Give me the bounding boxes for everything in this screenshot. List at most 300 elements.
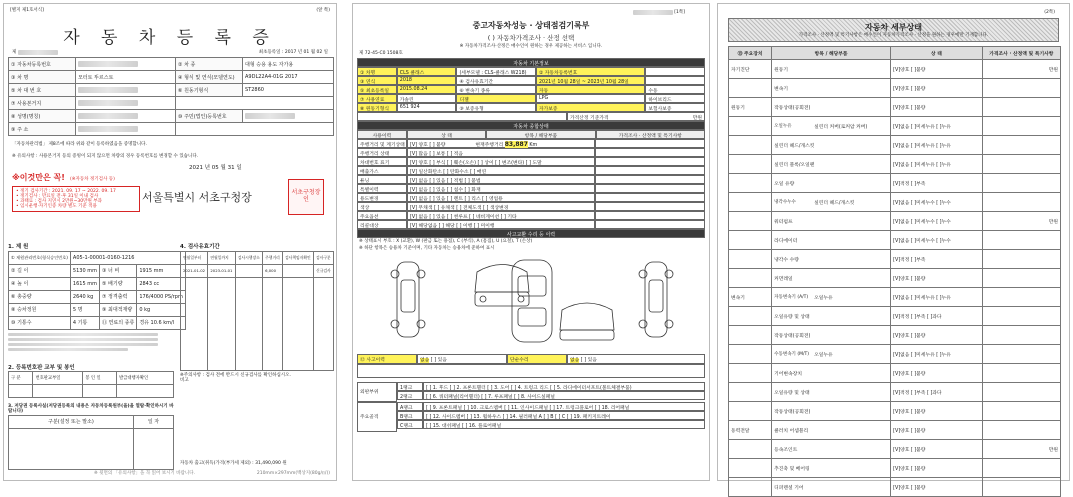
- general-col-header: 가격조사 · 산정액 및 특기사항: [596, 130, 705, 139]
- general-status-table: [357, 139, 705, 229]
- inspection-col-header: 주행거리: [263, 251, 283, 264]
- inspection-col-header: 연월일까지: [208, 251, 235, 264]
- spec-row: [9, 316, 186, 329]
- detail-state: [V]양호 [ ]불량: [891, 98, 983, 117]
- warning-line: • 정기 검사기간 : 2021. 09. 17 ~ 2022. 09. 17: [16, 188, 116, 194]
- detail-item-label: 오일누유: [814, 352, 833, 358]
- general-item-options: [V] 없음 [ ] 있음 [ ] 렌트 [ ] 리스 [ ] 영업용: [407, 193, 595, 202]
- detail-item: [772, 326, 891, 345]
- general-item-label: 주요옵션: [357, 211, 407, 220]
- spec-value: 1615 mm: [70, 277, 99, 290]
- detail-item-label: 작동상태(공회전): [774, 105, 811, 111]
- spec-row: [9, 251, 186, 264]
- acquisition-price: 자동차 출고(취득)가격(부가세 제외) : 31,490,090 원: [180, 460, 287, 466]
- detail-state: [V]없음 [ ]미세누유 [ ]누유: [891, 117, 983, 136]
- spec-row: [9, 277, 186, 290]
- accident-label: ⑫ 사고이력: [357, 354, 417, 364]
- detail-row: [729, 174, 1061, 193]
- section-plate-title: 2. 등록번호판 교부 및 봉인: [8, 364, 75, 371]
- detail-item-label: 냉각수 수량: [774, 257, 799, 263]
- detail-row: [729, 155, 1061, 174]
- general-item-options: [V] 없음 [ ] 있음 [ ] 침수 [ ] 화재: [407, 184, 595, 193]
- basic-cell: 2018: [397, 76, 457, 85]
- first-registration: 최초등록일 : 2017 년 01 월 02 일: [258, 50, 328, 56]
- detail-col-header: ⑬ 주요장치: [729, 47, 772, 60]
- outer-panel-table: [397, 382, 705, 402]
- detail-subgroup: 자동변속기 (A/T): [774, 295, 809, 301]
- detail-state: [V]양호 [ ]불량: [891, 440, 983, 459]
- field-empty: [176, 97, 334, 110]
- detail-item: [772, 79, 891, 98]
- rank-label: A랭크: [397, 402, 423, 411]
- plate-col-header: 구 분: [9, 372, 33, 385]
- damage-note-1: ※ 상태표시 부호 : X (교환), W (판금 또는 용접), C (부식), A (흠집), U (요철), T (손상): [359, 239, 533, 245]
- rank-items: [ ] 12. 사이드멤버 [ ] 13. 휠하우스 [ ] 14. 필러패널 A [ ] B [ ] C [ ] 19. 패키지트레이: [423, 411, 705, 420]
- general-item-options: [V] 없음 [ ] 있음 [ ] 적법 [ ] 불법: [407, 175, 595, 184]
- basic-cell: 가솔린: [397, 94, 457, 103]
- accident-yes: 있음: [437, 357, 447, 363]
- inspection-note: ※ 자동차가격조사·산정은 매수인이 원하는 경우 제공하는 서비스 입니다.: [459, 44, 603, 49]
- detail-state: [V]양호 [ ]불량: [891, 79, 983, 98]
- car-right-side-icon: [639, 262, 673, 337]
- detail-item-label: 변속기: [774, 86, 789, 92]
- rank-label: B랭크: [397, 411, 423, 420]
- detail-state: [V]양호 [ ]불량: [891, 60, 983, 79]
- spec-value: A05-1-00001-0160-1216: [70, 251, 185, 264]
- detail-item: [772, 98, 891, 117]
- detail-title: 자동차 세부상태: [865, 23, 922, 32]
- main-frame-table: [397, 402, 705, 432]
- detail-state: [V]양호 [ ]불량: [891, 478, 983, 497]
- detail-row: [729, 193, 1061, 212]
- detail-group: [729, 193, 772, 212]
- detail-item-label: 실린더 헤드/개스킷: [814, 200, 855, 206]
- field-label: ⑤ 차 대 번 호: [9, 84, 76, 97]
- issuing-office: 서울특별시 서초구청장: [142, 190, 252, 204]
- detail-item: [772, 383, 891, 402]
- detail-item: [772, 193, 891, 212]
- detail-price: [982, 421, 1060, 440]
- detail-item-label: 오일 유량: [774, 181, 795, 187]
- general-header-row: [357, 130, 705, 139]
- general-item-label: 튜닝: [357, 175, 407, 184]
- basic-row: [357, 76, 705, 85]
- section-general-header: 자동차 종합상태: [357, 121, 705, 130]
- rank-row: [397, 411, 705, 420]
- detail-price: [982, 117, 1060, 136]
- detail-row: [729, 459, 1061, 478]
- inspection-subtitle: ( ) 자동차가격조사 · 산정 선택: [487, 34, 575, 42]
- field-value: [76, 110, 176, 123]
- detail-price: [982, 98, 1060, 117]
- detail-group: [729, 345, 772, 364]
- detail-col-header: 가격조사 · 산정액 및 특기사항: [982, 47, 1060, 60]
- detail-price: [982, 250, 1060, 269]
- general-item-label: 차대번호 표기: [357, 157, 407, 166]
- basic-cell: ⑦ 사용연료: [357, 94, 397, 103]
- detail-table: [728, 46, 1061, 497]
- detail-group: [729, 212, 772, 231]
- general-price-cell: [595, 157, 705, 166]
- detail-group: [729, 459, 772, 478]
- general-item-options: [V] 양호 [ ] 불량 현재주행거리 83,887 Km: [407, 139, 595, 148]
- detail-row: [729, 421, 1061, 440]
- detail-group: [729, 326, 772, 345]
- paper-size: 210mm×297mm(백상지(80g/㎡)): [256, 470, 330, 476]
- detail-state: [V]양호 [ ]불량: [891, 421, 983, 440]
- vehicle-field-row: [9, 58, 334, 71]
- spec-value: 5 명: [70, 303, 99, 316]
- rank-row: [397, 402, 705, 411]
- detail-price: [982, 288, 1060, 307]
- spec-label: ④ 높 이: [9, 277, 71, 290]
- general-price-cell: [595, 220, 705, 229]
- detail-group: 동력전달: [729, 421, 772, 440]
- detail-price: [982, 345, 1060, 364]
- detail-state: [V]양호 [ ]불량: [891, 364, 983, 383]
- odometer-unit: Km: [527, 143, 538, 149]
- detail-item: [772, 288, 891, 307]
- detail-item-label: 추진축 및 베어링: [774, 466, 810, 472]
- detail-state: [V]없음 [ ]미세누유 [ ]누유: [891, 345, 983, 364]
- detail-item: [772, 155, 891, 174]
- spec-value: 4 기통: [70, 316, 99, 329]
- detail-row: [729, 288, 1061, 307]
- detail-col-header: 상 태: [891, 47, 983, 60]
- field-value: [76, 123, 176, 136]
- vehicle-field-row: [9, 110, 334, 123]
- vehicle-info-table: [8, 57, 334, 136]
- mortgage-col-header: 구분(설정 또는 말소): [9, 415, 134, 428]
- detail-group: [729, 364, 772, 383]
- repair-yes: 있음: [587, 357, 597, 363]
- detail-state: [V]없음 [ ]미세누유 [ ]누유: [891, 136, 983, 155]
- detail-price: [982, 79, 1060, 98]
- detail-item: [772, 60, 891, 79]
- detail-item: [772, 478, 891, 497]
- basic-cell: ① 차명: [357, 67, 397, 76]
- basic-cell: ② 자동차등록번호: [536, 67, 645, 76]
- field-label: ① 자동차등록번호: [9, 58, 76, 71]
- inspection-record: [352, 3, 710, 481]
- detail-subgroup: 오일누유: [774, 124, 792, 130]
- notice: ※ 유의사항 : 사용본거지 등의 증빙이 되지 않으면 차량의 경우 등록번호를 변경할 수 있습니다.: [12, 153, 199, 159]
- inspection-col-header: 검사구분: [314, 251, 334, 264]
- basic-row: [357, 85, 705, 94]
- basic-cell: ⑧ 원동기형식: [357, 103, 397, 112]
- detail-row: [729, 231, 1061, 250]
- basic-cell: [645, 76, 705, 85]
- rank-row: [397, 382, 705, 391]
- section-inspection-title: 4. 검사유효기간: [180, 244, 220, 250]
- field-value: [76, 84, 176, 97]
- section-specs-title: 1. 제 원: [8, 244, 29, 250]
- detail-state: [V]없음 [ ]미세누수 [ ]누수: [891, 212, 983, 231]
- declaration: 「자동차관리법」 제8조에 따라 위와 같이 등록하였음을 증명합니다.: [12, 142, 147, 148]
- detail-group: [729, 478, 772, 497]
- repair-label: 단순수리: [507, 354, 567, 364]
- basic-cell: (세부모델 : CLS-클래스 W218): [456, 67, 536, 76]
- price-unit: 만원: [692, 116, 702, 122]
- detail-row: [729, 269, 1061, 288]
- detail-group: [729, 250, 772, 269]
- spec-label: ⑥ 총중량: [9, 290, 71, 303]
- detail-item-label: 작동상태(공회전): [774, 333, 811, 339]
- detail-price: [982, 155, 1060, 174]
- rank-label: 2랭크: [397, 391, 423, 400]
- field-label: ⑨ 주 소: [9, 123, 76, 136]
- detail-item: [772, 212, 891, 231]
- field-value: A9DL22A4-01G 2017: [243, 71, 334, 84]
- general-row: [357, 211, 705, 220]
- detail-state: [V]양호 [ ]불량: [891, 402, 983, 421]
- accident-row: ⑫ 사고이력 없음 [ ] 있음 단순수리 없음 [ ] 있음: [357, 354, 705, 364]
- general-row: [357, 184, 705, 193]
- detail-group: [729, 136, 772, 155]
- car-left-side-icon: [391, 262, 425, 337]
- general-col-header: 항목 / 해당부품: [486, 130, 595, 139]
- detail-item: [772, 364, 891, 383]
- vehicle-field-row: [9, 97, 334, 110]
- field-value: [76, 58, 176, 71]
- side-mark: (앞 쪽): [316, 8, 330, 13]
- section-mortgage-title: 3. 저당권 등록사실(저당권등록의 내용은 자동차등록원부(을)을 열람·확인하시기 바랍니다): [8, 404, 174, 415]
- odometer-value: 83,887: [504, 141, 528, 149]
- general-item-label: 주행거리 상태: [357, 148, 407, 157]
- detail-group: [729, 440, 772, 459]
- detail-item-label: 실린더 커버(로커암 커버): [814, 124, 868, 130]
- basic-cell: ③ 연식: [357, 76, 397, 85]
- price-row: [357, 112, 705, 121]
- general-price-cell: [595, 148, 705, 157]
- spec-row: [9, 290, 186, 303]
- detail-row: [729, 212, 1061, 231]
- detail-item: [772, 421, 891, 440]
- general-row: [357, 148, 705, 157]
- record-number: 제 72-45-C0 1508호: [359, 51, 403, 57]
- certificate-number-label: 제: [12, 50, 58, 55]
- detail-item-label: 커먼레일: [774, 276, 793, 282]
- rank-label: 1랭크: [397, 382, 423, 391]
- basic-cell: 자가보증: [536, 103, 645, 112]
- page-mark: [1쪽]: [633, 10, 685, 15]
- detail-row: [729, 136, 1061, 155]
- car-top-icon: [512, 260, 552, 342]
- detail-item: [772, 250, 891, 269]
- detail-row: [729, 307, 1061, 326]
- basic-cell: 651 924: [397, 103, 457, 112]
- detail-state: [V]없음 [ ]미세누유 [ ]누유: [891, 288, 983, 307]
- detail-item-label: 작동상태(공회전): [774, 409, 811, 415]
- detail-price: [982, 269, 1060, 288]
- detail-subtitle: 가격조사 · 산정액 및 특기사항은 매수인이 자동차가격조사 · 산정을 원하는 경우에만 기재합니다.: [798, 33, 989, 38]
- page-mark-2: (2쪽): [1044, 10, 1055, 15]
- spec-row: [9, 264, 186, 277]
- detail-group: 변속기: [729, 288, 772, 307]
- general-price-cell: [595, 184, 705, 193]
- spec-value: 2843 cc: [137, 277, 186, 290]
- spec-value: 2640 kg: [70, 290, 99, 303]
- detail-item-label: 기어변속장치: [774, 371, 802, 377]
- field-label: ⑧ 성명(명칭): [9, 110, 76, 123]
- detail-item-label: 오일누유: [814, 295, 833, 301]
- inspection-cell: [283, 264, 314, 277]
- detail-state: [V]없음 [ ]미세누수 [ ]누수: [891, 193, 983, 212]
- detail-state: [V]양호 [ ]불량: [891, 269, 983, 288]
- detail-price: 만원: [982, 212, 1060, 231]
- rank-row: [397, 391, 705, 400]
- basic-info-table: [357, 67, 705, 112]
- detail-price: [982, 478, 1060, 497]
- spec-label: ② 길 이: [9, 264, 71, 277]
- detail-state: [V]적정 [ ]부족: [891, 174, 983, 193]
- detail-row: [729, 98, 1061, 117]
- general-item-options: [V] 해당없음 [ ] 해당 [ ] 이행 [ ] 미이행: [407, 220, 595, 229]
- car-rear-icon: [560, 303, 614, 340]
- detail-state: [V]양호 [ ]불량: [891, 326, 983, 345]
- outer-panel-label: 외판부위: [357, 382, 397, 402]
- field-value: [243, 110, 334, 123]
- general-col-header: 상 태: [407, 130, 487, 139]
- detail-group: [729, 231, 772, 250]
- basic-cell: 하이브리드: [645, 94, 705, 103]
- warning-line: • 임시운행·자기인증 차량 별도 기준 적용: [16, 204, 97, 210]
- detail-item-label: 오일유량 및 상태: [774, 390, 810, 396]
- rank-items: [ ] 15. 대쉬패널 [ ] 16. 플로어패널: [423, 420, 705, 429]
- detail-group: [729, 155, 772, 174]
- warning-title: ※이것만은 꼭!: [12, 172, 65, 182]
- detail-row: [729, 117, 1061, 136]
- damage-note-2: ※ 하단 항목은 승용차 기준이며, 기타 자동차는 승용차에 준하여 표시: [359, 245, 495, 251]
- spec-label: ③ 너 비: [99, 264, 136, 277]
- spec-value: 경유 10.6 km/l: [137, 316, 186, 329]
- general-price-cell: [595, 202, 705, 211]
- mortgage-table: [8, 415, 174, 470]
- general-item-label: 특별이력: [357, 184, 407, 193]
- detail-group: [729, 174, 772, 193]
- detail-item: [772, 307, 891, 326]
- general-price-cell: [595, 139, 705, 148]
- detail-price: [982, 459, 1060, 478]
- vehicle-field-row: [9, 71, 334, 84]
- inspection-cell: 신규검사: [314, 264, 334, 277]
- detail-state: [V]양호 [ ]불량: [891, 459, 983, 478]
- detail-price: [982, 326, 1060, 345]
- accident-none: 없음: [420, 357, 430, 363]
- detail-price: [982, 307, 1060, 326]
- registration-certificate: [3, 3, 337, 481]
- basic-cell: ⑨ 보증유형: [456, 103, 536, 112]
- general-item-options: [V] 많음 [ ] 보통 [ ] 적음: [407, 148, 595, 157]
- main-frame-label: 주요골격: [357, 402, 397, 432]
- detail-group: [729, 117, 772, 136]
- remark-label: 비고: [180, 377, 189, 383]
- basic-cell: 2021년 10월 28일 ~ 2023년 10월 28일: [536, 76, 645, 85]
- detail-row: [729, 250, 1061, 269]
- basic-row: [357, 94, 705, 103]
- basic-cell: 자동: [536, 85, 645, 94]
- spec-label: ⑧ 승차정원: [9, 303, 71, 316]
- section-damage-header: 사고교환 수리 등 이력: [357, 229, 705, 238]
- detail-item: [772, 440, 891, 459]
- inspection-cell: 6,000: [263, 264, 283, 277]
- mortgage-col-header: 일 자: [133, 415, 173, 428]
- basic-cell: [645, 67, 705, 76]
- detail-item: [772, 402, 891, 421]
- detail-row: [729, 440, 1061, 459]
- general-item-label: 색상: [357, 202, 407, 211]
- rank-items: [ ] 9. 프론트패널 [ ] 10. 크로스멤버 [ ] 11. 인사이드패널 [ ] 17. 트렁크플로어 [ ] 18. 리어패널: [423, 402, 705, 411]
- basic-cell: CLS 클래스: [397, 67, 457, 76]
- general-item-options: [V] 일산화탄소 [ ] 탄화수소 [ ] 매연: [407, 166, 595, 175]
- detail-row: [729, 364, 1061, 383]
- general-row: [357, 193, 705, 202]
- basic-row: [357, 103, 705, 112]
- general-item-label: 주행거리 및 계기상태: [357, 139, 407, 148]
- detail-item-label: 등속조인트: [774, 447, 798, 453]
- detail-item: [772, 117, 891, 136]
- odometer-label: 현재주행거리: [475, 143, 505, 149]
- detail-item: [772, 231, 891, 250]
- inspection-cell: [235, 264, 262, 277]
- detail-item-label: 실린더 블록/오일팬: [774, 162, 815, 168]
- inspection-remark: ※주의사항 : 검사 전에 반드시 신규검사를 확인하십시오.: [180, 372, 291, 378]
- detail-price: [982, 136, 1060, 155]
- detail-price: [982, 231, 1060, 250]
- general-col-header: 사용이력: [357, 130, 407, 139]
- field-value: 모터토 뚜르스토: [76, 71, 176, 84]
- plate-col-header: 봉 인 일: [83, 372, 117, 385]
- inspection-col-header: 검사시행장소: [235, 251, 262, 264]
- detail-subgroup: 수동변속기 (M/T): [774, 352, 809, 358]
- general-item-label: 배출가스: [357, 166, 407, 175]
- detail-item-label: 워터펌프: [774, 219, 793, 225]
- field-label: ⑩ 주민(법인)등록번호: [176, 110, 243, 123]
- detail-col-header: 항목 / 해당부품: [772, 47, 891, 60]
- field-value: [76, 97, 176, 110]
- general-row: [357, 166, 705, 175]
- detail-group: [729, 307, 772, 326]
- detail-group: [729, 269, 772, 288]
- basic-cell: 2015.08.24: [397, 85, 457, 94]
- inspection-col-header: 검사책임자확인: [283, 251, 314, 264]
- detail-item-label: 디퍼렌셜 기어: [774, 485, 804, 491]
- vehicle-field-row: [9, 84, 334, 97]
- basic-cell: ⑥ 변속기 종류: [456, 85, 536, 94]
- general-item-label: 용도변경: [357, 193, 407, 202]
- detail-header-row: [729, 47, 1061, 60]
- detail-row: [729, 478, 1061, 497]
- warning-line: • 정기검사 : 만료일 전·후 31일 이내 검사: [16, 193, 99, 199]
- general-item-label: 리콜대상: [357, 220, 407, 229]
- field-label: ② 차 종: [176, 58, 243, 71]
- car-front-icon: [475, 264, 529, 306]
- spec-value: 176/4000 PS/rpm: [137, 290, 186, 303]
- plate-col-header: 발급대행자확인: [117, 372, 174, 385]
- detail-row: [729, 326, 1061, 345]
- general-row: [357, 220, 705, 229]
- document-title: 자 동 차 등 록 증: [63, 28, 277, 49]
- plate-table: [8, 371, 174, 398]
- general-price-cell: [595, 211, 705, 220]
- plate-col-header: 번호판교부일: [33, 372, 83, 385]
- warning-sub: (※자동차 정기검사 등): [69, 176, 115, 182]
- rank-row: [397, 420, 705, 429]
- spec-value: 5130 mm: [70, 264, 99, 277]
- issue-date: 2021 년 05 월 31 일: [189, 164, 242, 171]
- field-label: ⑦ 사용본거지: [9, 97, 76, 110]
- detail-item-label: 클러치 어셈블리: [774, 428, 809, 434]
